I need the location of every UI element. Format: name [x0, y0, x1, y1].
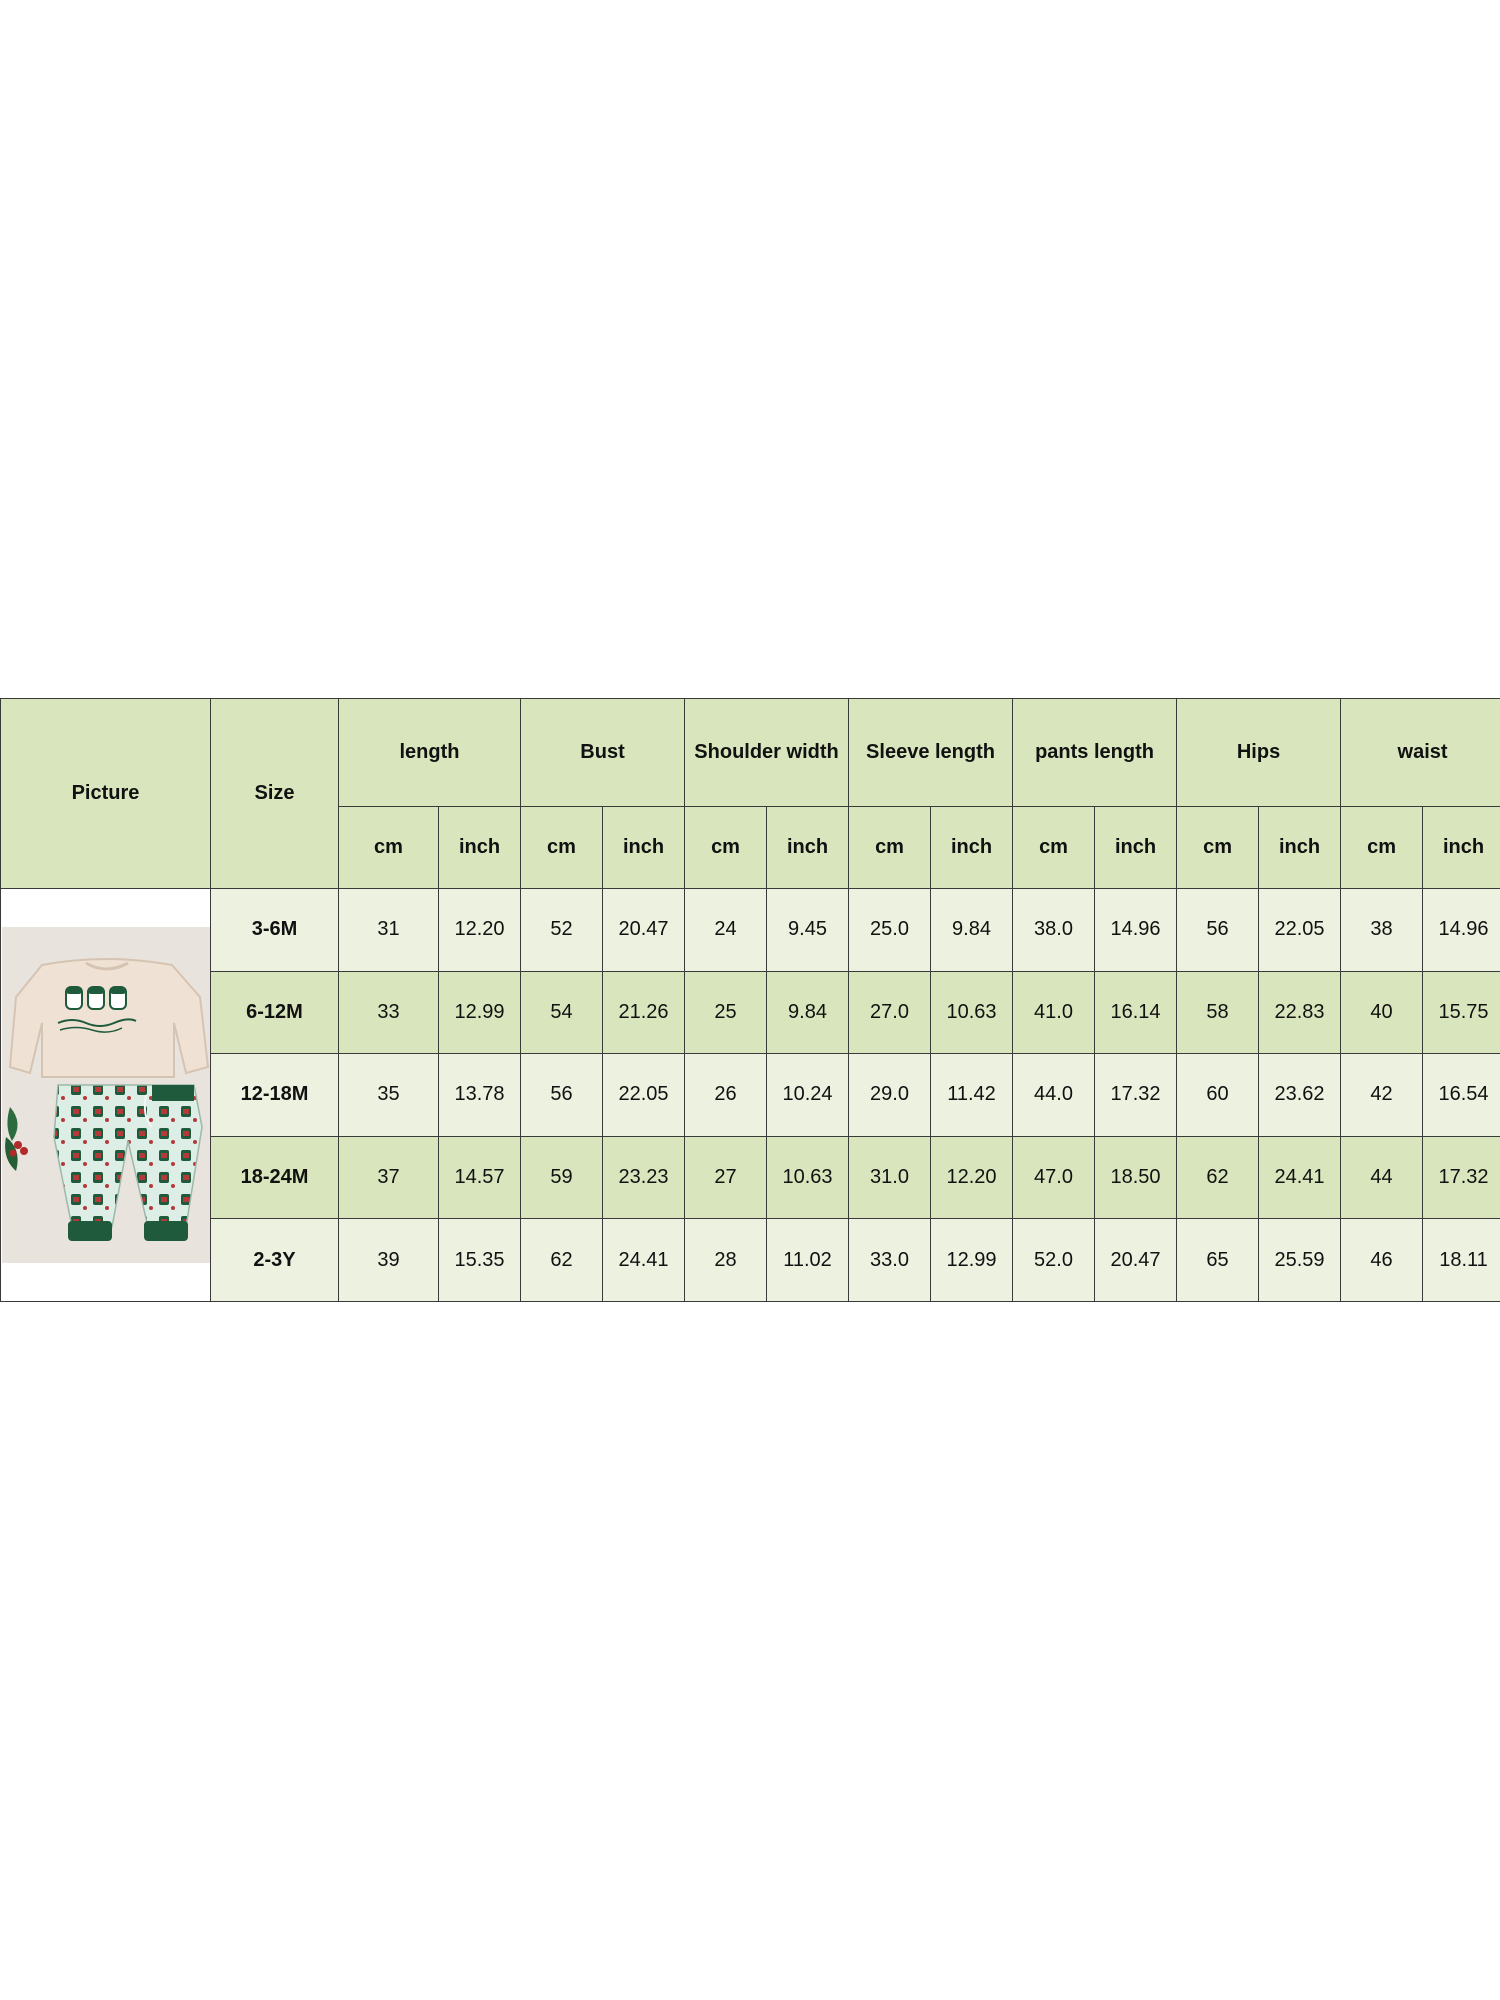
- value-cell: 12.99: [931, 1219, 1013, 1302]
- value-cell: 17.32: [1095, 1054, 1177, 1137]
- table-row: [1, 1136, 1500, 1219]
- unit-header: cm: [339, 807, 439, 889]
- table-row: [1, 1054, 1500, 1137]
- value-cell: 15.35: [439, 1219, 521, 1302]
- size-chart-table: [0, 698, 1500, 1302]
- value-cell: 59: [521, 1136, 603, 1219]
- value-cell: 9.45: [767, 889, 849, 972]
- baby-outfit-photo: [2, 927, 210, 1263]
- unit-header: inch: [767, 807, 849, 889]
- value-cell: 11.02: [767, 1219, 849, 1302]
- unit-header: inch: [603, 807, 685, 889]
- value-cell: 26: [685, 1054, 767, 1137]
- value-cell: 35: [339, 1054, 439, 1137]
- product-picture-cell: [1, 889, 211, 1302]
- value-cell: 62: [1177, 1136, 1259, 1219]
- size-cell: 6-12M: [211, 971, 339, 1054]
- value-cell: 14.96: [1095, 889, 1177, 972]
- header-picture: Picture: [1, 699, 211, 889]
- value-cell: 24.41: [603, 1219, 685, 1302]
- header-sleeve-length: Sleeve length: [849, 699, 1013, 807]
- value-cell: 22.83: [1259, 971, 1341, 1054]
- header-waist: waist: [1341, 699, 1500, 807]
- value-cell: 12.99: [439, 971, 521, 1054]
- header-shoulder-width: Shoulder width: [685, 699, 849, 807]
- value-cell: 25.59: [1259, 1219, 1341, 1302]
- value-cell: 25.0: [849, 889, 931, 972]
- size-cell: 18-24M: [211, 1136, 339, 1219]
- value-cell: 24: [685, 889, 767, 972]
- unit-header: cm: [521, 807, 603, 889]
- value-cell: 9.84: [767, 971, 849, 1054]
- header-size: Size: [211, 699, 339, 889]
- value-cell: 56: [1177, 889, 1259, 972]
- value-cell: 62: [521, 1219, 603, 1302]
- value-cell: 46: [1341, 1219, 1423, 1302]
- value-cell: 23.23: [603, 1136, 685, 1219]
- value-cell: 42: [1341, 1054, 1423, 1137]
- value-cell: 41.0: [1013, 971, 1095, 1054]
- value-cell: 31: [339, 889, 439, 972]
- value-cell: 16.14: [1095, 971, 1177, 1054]
- value-cell: 10.63: [767, 1136, 849, 1219]
- unit-header: inch: [1259, 807, 1341, 889]
- header-length: length: [339, 699, 521, 807]
- unit-header: inch: [1423, 807, 1500, 889]
- value-cell: 52.0: [1013, 1219, 1095, 1302]
- value-cell: 31.0: [849, 1136, 931, 1219]
- value-cell: 25: [685, 971, 767, 1054]
- value-cell: 56: [521, 1054, 603, 1137]
- value-cell: 33.0: [849, 1219, 931, 1302]
- value-cell: 22.05: [603, 1054, 685, 1137]
- table-row: [1, 971, 1500, 1054]
- value-cell: 17.32: [1423, 1136, 1500, 1219]
- value-cell: 11.42: [931, 1054, 1013, 1137]
- unit-header: cm: [685, 807, 767, 889]
- value-cell: 44.0: [1013, 1054, 1095, 1137]
- value-cell: 14.57: [439, 1136, 521, 1219]
- unit-header: cm: [1013, 807, 1095, 889]
- value-cell: 38.0: [1013, 889, 1095, 972]
- unit-header: cm: [1177, 807, 1259, 889]
- value-cell: 10.24: [767, 1054, 849, 1137]
- unit-header: cm: [849, 807, 931, 889]
- value-cell: 24.41: [1259, 1136, 1341, 1219]
- value-cell: 14.96: [1423, 889, 1500, 972]
- unit-header: cm: [1341, 807, 1423, 889]
- value-cell: 38: [1341, 889, 1423, 972]
- value-cell: 44: [1341, 1136, 1423, 1219]
- header-pants-length: pants length: [1013, 699, 1177, 807]
- value-cell: 65: [1177, 1219, 1259, 1302]
- value-cell: 20.47: [603, 889, 685, 972]
- value-cell: 12.20: [439, 889, 521, 972]
- value-cell: 15.75: [1423, 971, 1500, 1054]
- value-cell: 13.78: [439, 1054, 521, 1137]
- header-row-groups: [1, 699, 1500, 807]
- value-cell: 37: [339, 1136, 439, 1219]
- header-bust: Bust: [521, 699, 685, 807]
- value-cell: 27: [685, 1136, 767, 1219]
- value-cell: 18.11: [1423, 1219, 1500, 1302]
- value-cell: 27.0: [849, 971, 931, 1054]
- value-cell: 40: [1341, 971, 1423, 1054]
- value-cell: 18.50: [1095, 1136, 1177, 1219]
- table-row: [1, 1219, 1500, 1302]
- unit-header: inch: [931, 807, 1013, 889]
- value-cell: 22.05: [1259, 889, 1341, 972]
- value-cell: 47.0: [1013, 1136, 1095, 1219]
- value-cell: 9.84: [931, 889, 1013, 972]
- value-cell: 28: [685, 1219, 767, 1302]
- value-cell: 20.47: [1095, 1219, 1177, 1302]
- value-cell: 54: [521, 971, 603, 1054]
- value-cell: 29.0: [849, 1054, 931, 1137]
- value-cell: 60: [1177, 1054, 1259, 1137]
- value-cell: 23.62: [1259, 1054, 1341, 1137]
- size-cell: 3-6M: [211, 889, 339, 972]
- value-cell: 58: [1177, 971, 1259, 1054]
- value-cell: 33: [339, 971, 439, 1054]
- table-row: [1, 889, 1500, 972]
- value-cell: 52: [521, 889, 603, 972]
- value-cell: 16.54: [1423, 1054, 1500, 1137]
- value-cell: 39: [339, 1219, 439, 1302]
- value-cell: 21.26: [603, 971, 685, 1054]
- header-hips: Hips: [1177, 699, 1341, 807]
- value-cell: 12.20: [931, 1136, 1013, 1219]
- size-cell: 2-3Y: [211, 1219, 339, 1302]
- unit-header: inch: [439, 807, 521, 889]
- unit-header: inch: [1095, 807, 1177, 889]
- size-cell: 12-18M: [211, 1054, 339, 1137]
- value-cell: 10.63: [931, 971, 1013, 1054]
